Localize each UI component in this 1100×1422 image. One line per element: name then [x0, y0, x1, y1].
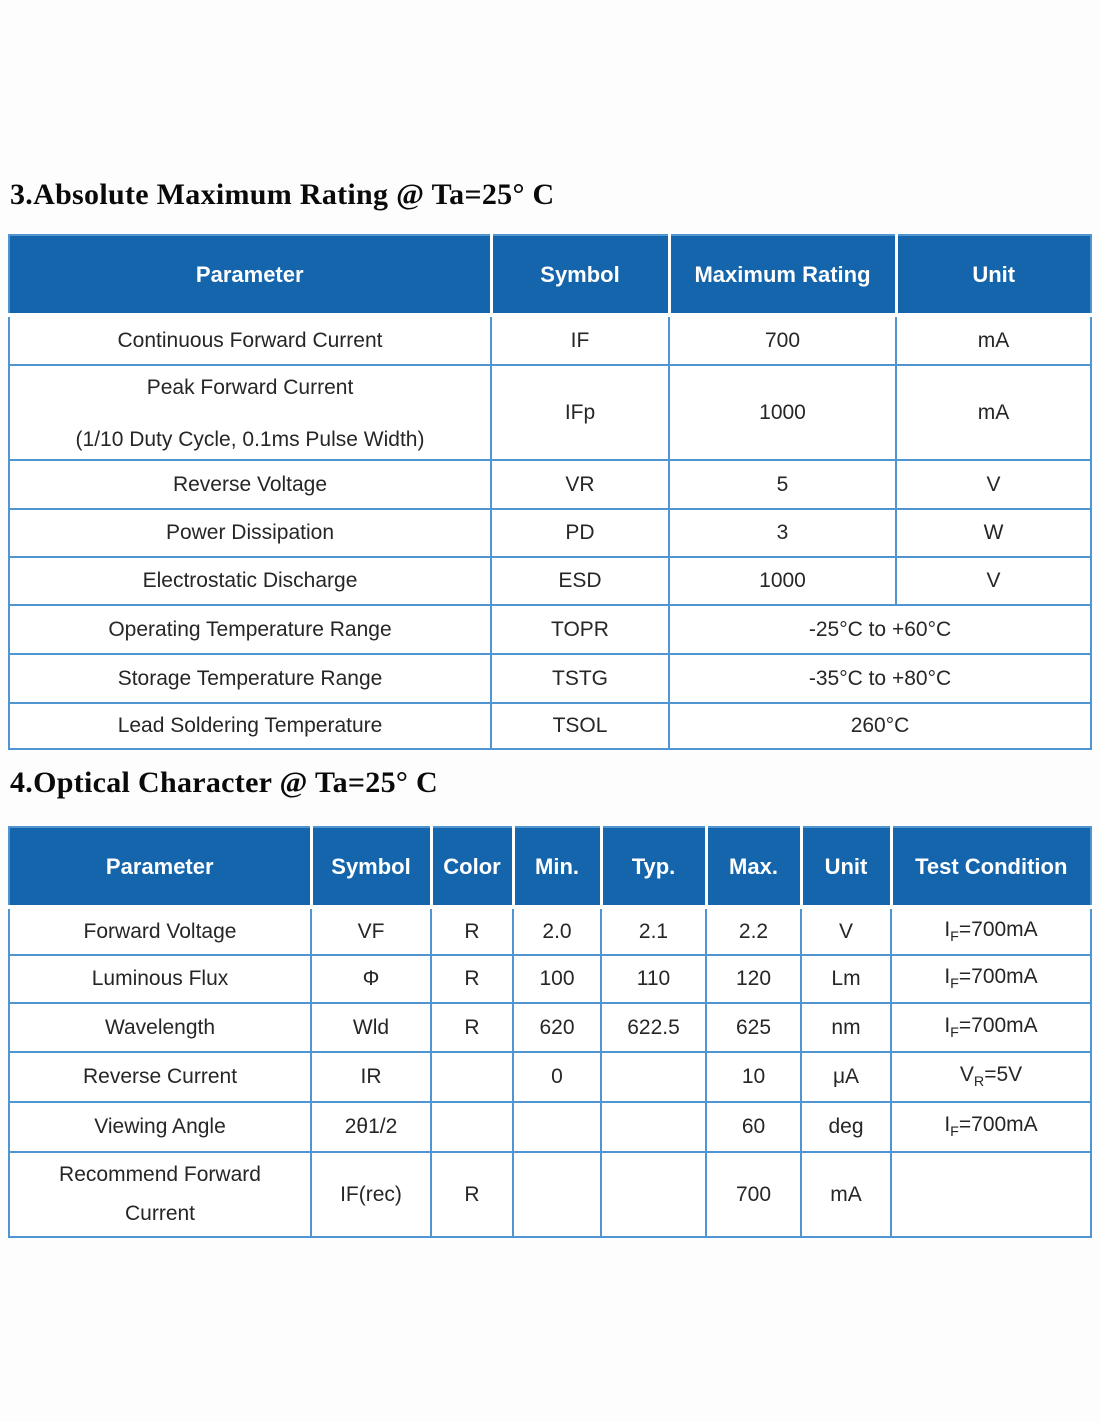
cell-min — [513, 1102, 601, 1152]
cell-symbol: TSOL — [491, 703, 669, 749]
cell-min: 620 — [513, 1003, 601, 1052]
cell-color — [431, 1102, 513, 1152]
section-4-title: 4.Optical Character @ Ta=25° C — [10, 766, 438, 799]
section-3-title: 3.Absolute Maximum Rating @ Ta=25° C — [10, 178, 555, 211]
table-row — [9, 315, 1091, 365]
cell-unit: nm — [801, 1003, 891, 1052]
cell-parameter: Continuous Forward Current — [9, 315, 491, 365]
cell-symbol: Φ — [311, 955, 431, 1003]
cell-test-condition: $I_F=700mA$ — [891, 1102, 1091, 1152]
cell-min — [513, 1152, 601, 1237]
col-header-unit: Unit — [801, 827, 891, 907]
cell-symbol: IFp — [491, 365, 669, 460]
table-row — [9, 1152, 1091, 1237]
cell-unit: mA — [801, 1152, 891, 1237]
cell-test-condition: $I_F=700mA$ — [891, 955, 1091, 1003]
cell-symbol: IF — [491, 315, 669, 365]
absolute-maximum-rating-table — [8, 234, 1092, 750]
cell-parameter: Lead Soldering Temperature — [9, 703, 491, 749]
cell-unit: W — [896, 509, 1091, 557]
cell-color: R — [431, 955, 513, 1003]
table-row — [9, 509, 1091, 557]
table-row — [9, 955, 1091, 1003]
cell-unit: Lm — [801, 955, 891, 1003]
cell-typ: 622.5 — [601, 1003, 706, 1052]
cell-parameter: Storage Temperature Range — [9, 654, 491, 703]
table-row — [9, 605, 1091, 654]
cell-symbol: ESD — [491, 557, 669, 605]
cell-unit: deg — [801, 1102, 891, 1152]
table-header-row — [9, 827, 1091, 907]
col-header-test-condition: Test Condition — [891, 827, 1091, 907]
cell-max: 625 — [706, 1003, 801, 1052]
cell-test-condition — [891, 1152, 1091, 1237]
col-header-symbol: Symbol — [311, 827, 431, 907]
cell-typ: 2.1 — [601, 907, 706, 955]
table-row — [9, 654, 1091, 703]
cell-maximum-rating: 5 — [669, 460, 896, 509]
cell-typ: 110 — [601, 955, 706, 1003]
col-header-min: Min. — [513, 827, 601, 907]
parameter-line-1: Peak Forward Current — [146, 375, 354, 399]
cell-unit: V — [896, 557, 1091, 605]
col-header-maximum-rating: Maximum Rating — [669, 235, 896, 315]
cell-test-condition: $V_R=5V$ — [891, 1052, 1091, 1102]
cell-parameter: Viewing Angle — [9, 1102, 311, 1152]
cell-max: 2.2 — [706, 907, 801, 955]
cell-typ — [601, 1102, 706, 1152]
cell-max: 10 — [706, 1052, 801, 1102]
cell-color: R — [431, 1003, 513, 1052]
cell-max: 60 — [706, 1102, 801, 1152]
col-header-typ: Typ. — [601, 827, 706, 907]
optical-character-table — [8, 826, 1092, 1238]
cell-max: 120 — [706, 955, 801, 1003]
cell-symbol: IR — [311, 1052, 431, 1102]
table-row — [9, 1003, 1091, 1052]
cell-parameter: Reverse Voltage — [9, 460, 491, 509]
cell-min: 100 — [513, 955, 601, 1003]
table-row — [9, 703, 1091, 749]
cell-symbol: VR — [491, 460, 669, 509]
cell-unit: V — [801, 907, 891, 955]
cell-unit: μA — [801, 1052, 891, 1102]
col-header-unit: Unit — [896, 235, 1091, 315]
cell-color: R — [431, 907, 513, 955]
table-row — [9, 1102, 1091, 1152]
cell-parameter: Reverse Current — [9, 1052, 311, 1102]
cell-maximum-rating: 3 — [669, 509, 896, 557]
table-row — [9, 907, 1091, 955]
table-header-row — [9, 235, 1091, 315]
cell-typ — [601, 1052, 706, 1102]
cell-symbol: TSTG — [491, 654, 669, 703]
cell-parameter — [9, 365, 491, 460]
cell-color: R — [431, 1152, 513, 1237]
cell-parameter: Luminous Flux — [9, 955, 311, 1003]
cell-parameter: Recommend Forward Current — [9, 1152, 311, 1237]
cell-parameter: Power Dissipation — [9, 509, 491, 557]
cell-maximum-rating: 700 — [669, 315, 896, 365]
cell-min: 2.0 — [513, 907, 601, 955]
cell-typ — [601, 1152, 706, 1237]
cell-min: 0 — [513, 1052, 601, 1102]
cell-rating-merged: -25°C to +60°C — [669, 605, 1091, 654]
cell-symbol: 2θ1/2 — [311, 1102, 431, 1152]
parameter-line-2: (1/10 Duty Cycle, 0.1ms Pulse Width) — [75, 427, 425, 451]
cell-unit: mA — [896, 315, 1091, 365]
cell-unit: V — [896, 460, 1091, 509]
cell-parameter: Forward Voltage — [9, 907, 311, 955]
cell-test-condition: $I_F=700mA$ — [891, 1003, 1091, 1052]
col-header-parameter: Parameter — [9, 235, 491, 315]
cell-color — [431, 1052, 513, 1102]
cell-symbol: IF(rec) — [311, 1152, 431, 1237]
col-header-color: Color — [431, 827, 513, 907]
col-header-symbol: Symbol — [491, 235, 669, 315]
cell-symbol: PD — [491, 509, 669, 557]
cell-rating-merged: 260°C — [669, 703, 1091, 749]
cell-symbol: VF — [311, 907, 431, 955]
table-row — [9, 460, 1091, 509]
cell-parameter: Operating Temperature Range — [9, 605, 491, 654]
cell-maximum-rating: 1000 — [669, 557, 896, 605]
cell-symbol: TOPR — [491, 605, 669, 654]
cell-maximum-rating: 1000 — [669, 365, 896, 460]
table-row — [9, 1052, 1091, 1102]
cell-symbol: Wld — [311, 1003, 431, 1052]
table-row — [9, 557, 1091, 605]
cell-parameter: Electrostatic Discharge — [9, 557, 491, 605]
cell-unit: mA — [896, 365, 1091, 460]
cell-rating-merged: -35°C to +80°C — [669, 654, 1091, 703]
cell-test-condition: $I_F=700mA$ — [891, 907, 1091, 955]
cell-max: 700 — [706, 1152, 801, 1237]
col-header-max: Max. — [706, 827, 801, 907]
table-row — [9, 365, 1091, 460]
cell-parameter: Wavelength — [9, 1003, 311, 1052]
col-header-parameter: Parameter — [9, 827, 311, 907]
